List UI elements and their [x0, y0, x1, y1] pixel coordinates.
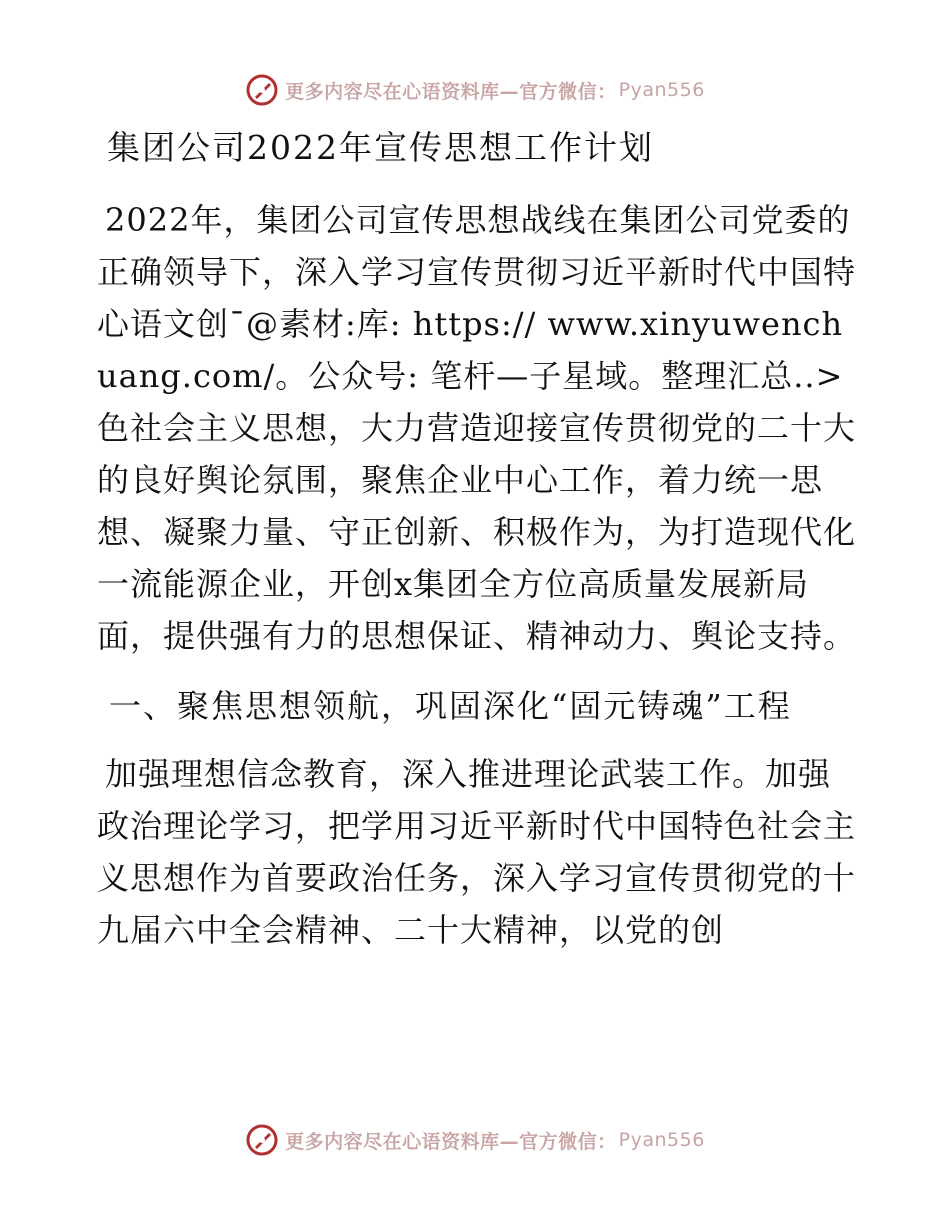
document-body	[97, 122, 857, 956]
pen-logo-icon	[245, 73, 279, 107]
document-title: 集团公司2022年宣传思想工作计划	[107, 128, 654, 167]
footer-banner-text: 更多内容尽在心语资料库—官方微信：	[285, 1130, 617, 1153]
footer-banner	[0, 1120, 950, 1160]
header-banner-text: 更多内容尽在心语资料库—官方微信：	[285, 80, 617, 103]
paragraph-section-1: 加强理想信念教育，深入推进理论武装工作。加强政治理论学习，把学用习近平新时代中国特色社会主义思想作为首要政治任务，深入学习宣传贯彻党的十九届六中全会精神、二十大精神，以党的创	[97, 755, 857, 949]
paragraph-intro: 2022年，集团公司宣传思想战线在集团公司党委的正确领导下，深入学习宣传贯彻习近平新时代中国特心语文创¯@素材:库: https:// www.xinyuwenchuang.com/。公众号: 笔杆—子星域。整理汇总..>色社会主义思想，大力营造迎接宣传贯彻党的二十大的良好舆论氛围，聚焦企业中心工作，着力统一思想、凝聚力量、守正创新、积极作为，为打造现代化一流能源企业，开创x集团全方位高质量发展新局面，提供强有力的思想保证、精神动力、舆论支持。	[97, 201, 857, 655]
pen-logo-icon	[245, 1123, 279, 1157]
section-heading-1: 一、聚焦思想领航，巩固深化“固元铸魂”工程	[109, 687, 792, 725]
footer-banner-account: Pyan556	[618, 1129, 705, 1151]
header-banner	[0, 70, 950, 110]
header-banner-account: Pyan556	[618, 79, 705, 101]
